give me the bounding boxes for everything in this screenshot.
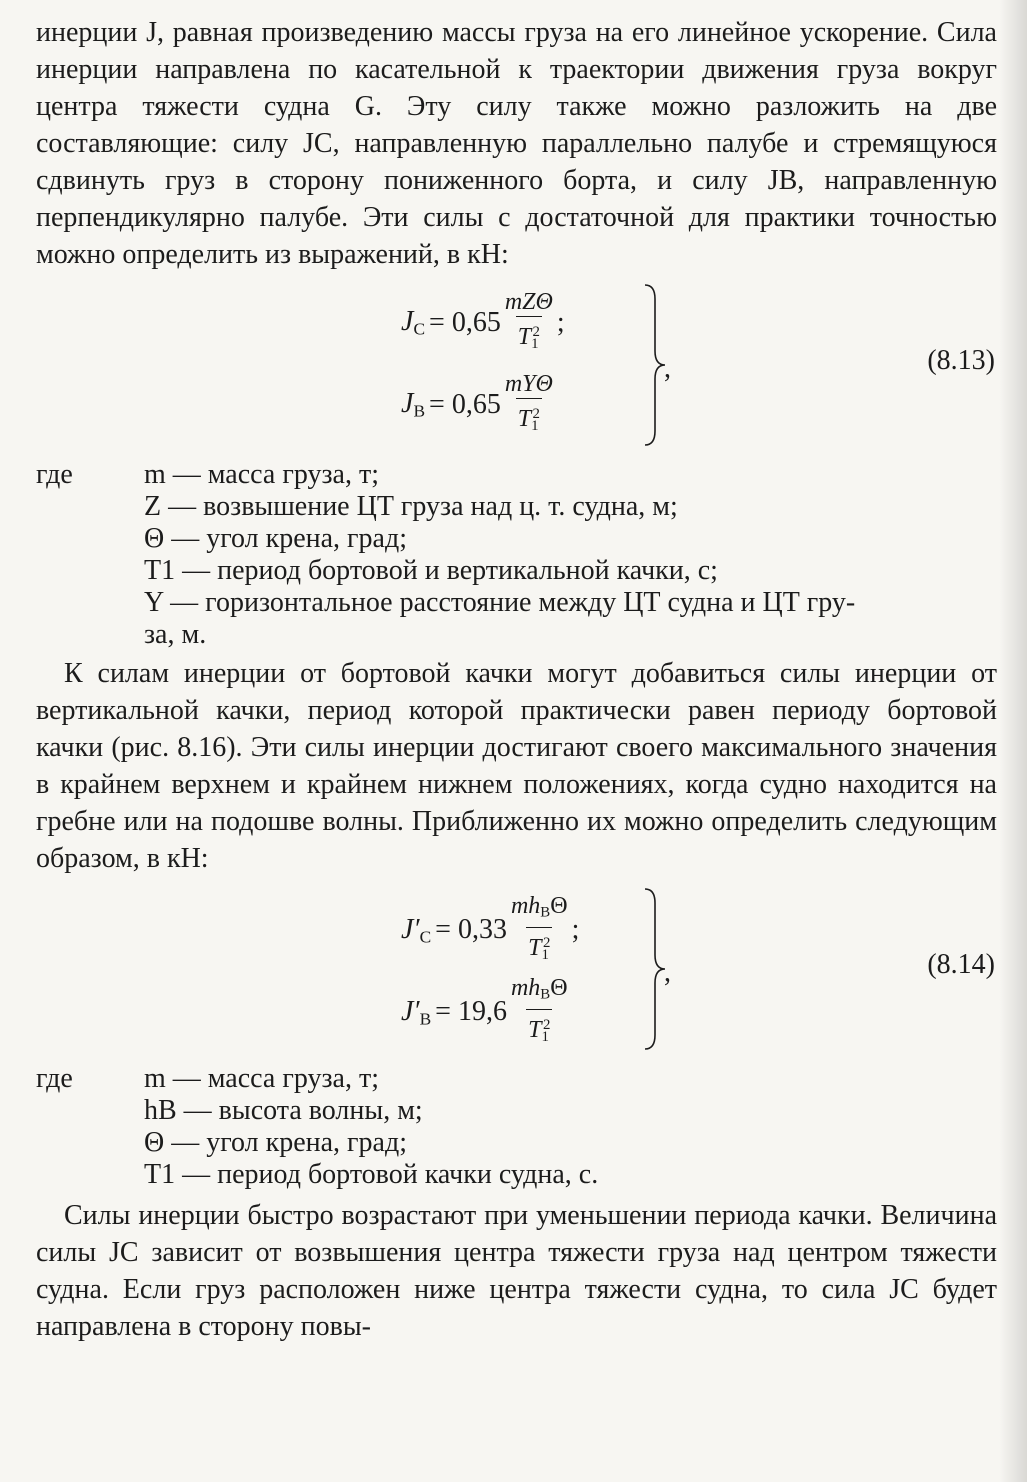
page-edge-shadow — [999, 0, 1027, 1482]
legend-row: Θ — угол крена, град; — [144, 523, 407, 554]
fraction: $\frac{mh_В\Theta}{T_1^2}$ — [509, 893, 570, 968]
equation-comma: , — [664, 353, 671, 384]
legend-row: T1 — период бортовой и вертикальной качки, с; — [144, 555, 718, 586]
legend-row: где m — масса груза, т; — [36, 459, 379, 490]
legend-continuation: за, м. — [144, 619, 207, 650]
paragraph-vertical-heave: К силам инерции от бортовой качки могут добавиться силы инерции от вертикальной качки, период которой практически равен периоду бортовой качки (рис. 8.16). Эти силы инерции достигают своего максимального значения в крайнем верхнем и крайнем нижнем положениях, когда судно находится на гребне или на подошве волны. Приближенно их можно определить следующим образом, в кН: — [36, 658, 997, 874]
legend-8-13 — [36, 459, 997, 651]
equation-8-13 — [36, 275, 997, 453]
fraction: $\frac{\text{mZΘ}}{T_1^2}$ — [503, 289, 555, 357]
legend-row: Θ — угол крена, град; — [144, 1127, 407, 1158]
legend-8-14 — [36, 1063, 997, 1191]
legend-row: Z — возвышение ЦТ груза над ц. т. судна, м; — [144, 491, 678, 522]
legend-row: hВ — высота волны, м; — [144, 1095, 423, 1126]
equation-comma: , — [664, 957, 671, 988]
fraction: $\frac{\text{mYΘ}}{T_1^2}$ — [503, 371, 555, 439]
equation-8-13-line-1: $J_С$ = 0,65 $\frac{\text{mZΘ}}{T_1^2}$ ; — [401, 289, 565, 357]
paragraph-inertia-growth: Силы инерции быстро возрастают при уменьшении периода качки. Величина силы JС зависит от возвышения центра тяжести груза над центром тяжести судна. Если груз расположен ниже центра тяжести судна, то сила JС будет направлена в сторону повы- — [36, 1200, 997, 1342]
equation-number: (8.13) — [927, 345, 995, 376]
legend-row: T1 — период бортовой качки судна, с. — [144, 1159, 599, 1190]
equation-8-14-line-2: $J'_В$ = 19,6 $\frac{mh_В\Theta}{T_1^2}$ — [401, 975, 572, 1050]
paragraph-intro: инерции J, равная произведению массы груза на его линейное ускорение. Сила инерции направлена по касательной к траектории движения груза вокруг центра тяжести судна G. Эту силу также можно разложить на две составляющие: силу JС, направленную параллельно палубе и стремящуюся сдвинуть груз в сторону пониженного борта, и силу JВ, направленную перпендикулярно палубе. Эти силы с достаточной для практики точностью можно определить из выражений, в кН: — [36, 17, 997, 270]
fraction: $\frac{mh_В\Theta}{T_1^2}$ — [509, 975, 570, 1050]
equation-8-14-line-1: $J'_С$ = 0,33 $\frac{mh_В\Theta}{T_1^2}$ ; — [401, 893, 579, 968]
legend-row: где m — масса груза, т; — [36, 1063, 379, 1094]
legend-row: Y — горизонтальное расстояние между ЦТ судна и ЦТ гру- — [144, 587, 856, 618]
equation-8-13-line-2: $J_В$ = 0,65 $\frac{\text{mYΘ}}{T_1^2}$ — [401, 371, 557, 439]
equation-number: (8.14) — [927, 949, 995, 980]
equation-8-14 — [36, 879, 997, 1057]
